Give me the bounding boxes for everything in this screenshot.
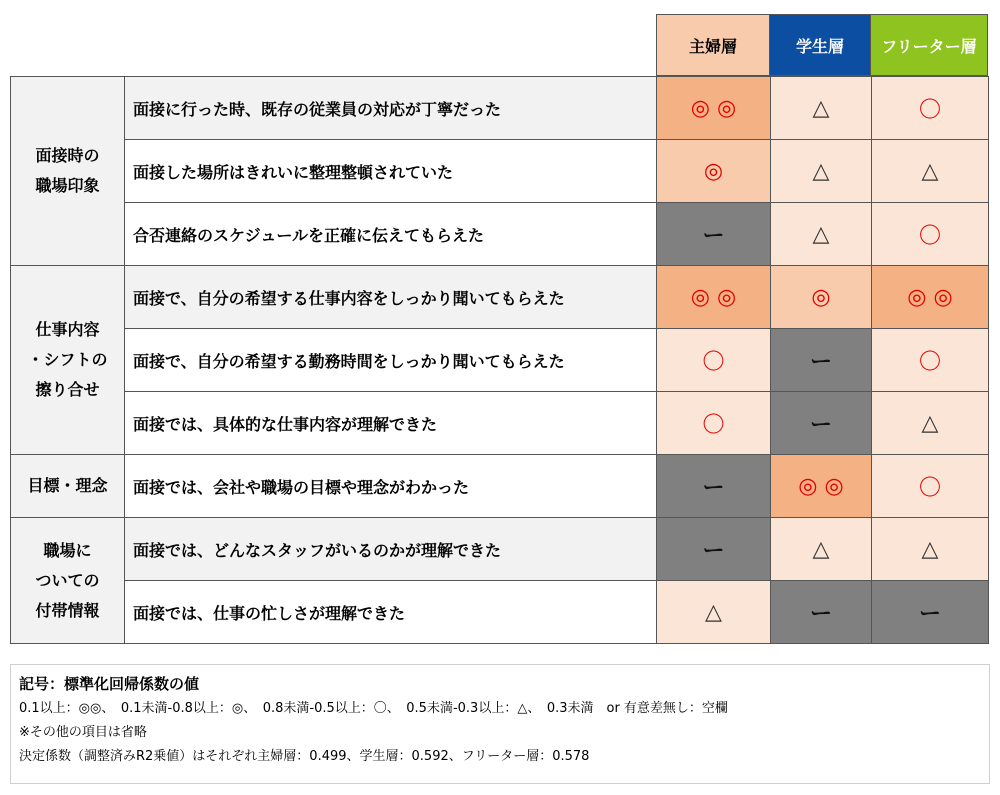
group-label: 目標・理念 (11, 455, 125, 518)
mark-cell-student: ー (771, 329, 872, 392)
table-row (11, 77, 989, 140)
table-row (11, 329, 989, 392)
legend-title: 記号：標準化回帰係数の値 (19, 675, 200, 693)
column-header-freeter: フリーター層 (870, 14, 988, 76)
table-row (11, 392, 989, 455)
legend-r2: 決定係数（調整済みR2乗値）はそれぞれ主婦層：0.499、学生層：0.592、フリーター層：0.578 (19, 749, 590, 764)
legend-scale: 0.1以上：◎◎、 0.1未満-0.8以上：◎、 0.8未満-0.5以上：〇、 0.5未満-0.3以上：△、 0.3未満 or 有意差無し：空欄 (19, 701, 728, 716)
group-label: 職場に ついての 付帯情報 (11, 518, 125, 644)
mark-cell-student: ー (771, 581, 872, 644)
table-body (11, 77, 989, 644)
mark-cell-student: △ (771, 140, 872, 203)
column-header-student: 学生層 (769, 14, 871, 76)
mark-cell-freeter: 〇 (872, 455, 989, 518)
evaluation-table (10, 76, 989, 644)
item-label: 面接では、どんなスタッフがいるのかが理解できた (125, 518, 657, 581)
mark-cell-freeter: △ (872, 518, 989, 581)
item-label: 面接に行った時、既存の従業員の対応が丁寧だった (125, 77, 657, 140)
mark-cell-freeter: 〇 (872, 203, 989, 266)
mark-cell-freeter: ー (872, 581, 989, 644)
mark-cell-housewife: ー (657, 203, 771, 266)
mark-cell-housewife: ー (657, 455, 771, 518)
item-label: 面接で、自分の希望する仕事内容をしっかり聞いてもらえた (125, 266, 657, 329)
legend-box (10, 664, 990, 784)
mark-cell-freeter: 〇 (872, 329, 989, 392)
mark-cell-housewife: ◎ (657, 140, 771, 203)
mark-cell-freeter: △ (872, 392, 989, 455)
item-label: 合否連絡のスケジュールを正確に伝えてもらえた (125, 203, 657, 266)
mark-cell-student: ◎ (771, 266, 872, 329)
mark-cell-freeter: ◎ ◎ (872, 266, 989, 329)
table-row (11, 203, 989, 266)
mark-cell-student: △ (771, 203, 872, 266)
legend-note: ※その他の項目は省略 (19, 725, 147, 740)
table-row (11, 266, 989, 329)
mark-cell-freeter: 〇 (872, 77, 989, 140)
mark-cell-housewife: ー (657, 518, 771, 581)
item-label: 面接では、具体的な仕事内容が理解できた (125, 392, 657, 455)
mark-cell-housewife: 〇 (657, 392, 771, 455)
table-row (11, 455, 989, 518)
column-header-housewife: 主婦層 (656, 14, 770, 76)
item-label: 面接では、仕事の忙しさが理解できた (125, 581, 657, 644)
mark-cell-student: △ (771, 77, 872, 140)
item-label: 面接した場所はきれいに整理整頓されていた (125, 140, 657, 203)
mark-cell-student: ー (771, 392, 872, 455)
table-row (11, 581, 989, 644)
item-label: 面接では、会社や職場の目標や理念がわかった (125, 455, 657, 518)
item-label: 面接で、自分の希望する勤務時間をしっかり聞いてもらえた (125, 329, 657, 392)
group-label: 面接時の 職場印象 (11, 77, 125, 266)
mark-cell-student: ◎ ◎ (771, 455, 872, 518)
table-row (11, 518, 989, 581)
table-row (11, 140, 989, 203)
mark-cell-housewife: △ (657, 581, 771, 644)
mark-cell-housewife: ◎ ◎ (657, 266, 771, 329)
mark-cell-student: △ (771, 518, 872, 581)
group-label: 仕事内容 ・シフトの 擦り合せ (11, 266, 125, 455)
mark-cell-freeter: △ (872, 140, 989, 203)
mark-cell-housewife: 〇 (657, 329, 771, 392)
mark-cell-housewife: ◎ ◎ (657, 77, 771, 140)
